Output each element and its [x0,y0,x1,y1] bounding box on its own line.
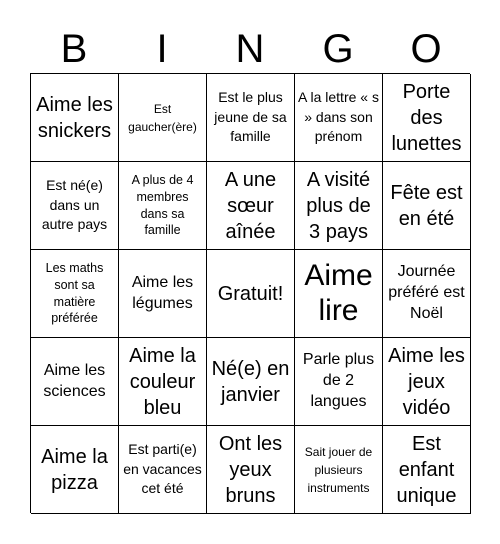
bingo-cell-r5c1[interactable] [31,426,119,514]
bingo-cell-text: Sait jouer de plusieurs instruments [304,444,373,495]
header-letter-o: O [410,27,442,71]
bingo-cell-r3c5[interactable] [383,250,471,338]
bingo-cell-r2c1[interactable] [31,162,119,250]
bingo-cell-r5c2[interactable] [119,426,207,514]
bingo-cell-r1c2[interactable] [119,74,207,162]
bingo-cell-text: Porte des lunettes [391,80,462,155]
bingo-cell-text: Est gaucher(ère) [128,101,197,134]
bingo-cell-r4c2[interactable] [119,338,207,426]
header-letter-i: I [156,27,168,71]
bingo-cell-text: Aime les snickers [36,93,113,142]
bingo-cell-text: Aime lire [304,259,373,327]
bingo-cell-r4c5[interactable] [383,338,471,426]
header-letter-n: N [235,27,265,71]
bingo-cell-r5c5[interactable] [383,426,471,514]
bingo-cell-text: Les maths sont sa matière préférée [45,260,104,326]
bingo-cell-r2c4[interactable] [295,162,383,250]
bingo-cell-r2c2[interactable] [119,162,207,250]
bingo-cell-text: Est le plus jeune de sa famille [214,89,287,145]
bingo-cell-text: Journée préféré est Noël [388,263,465,322]
bingo-cell-text: Né(e) en janvier [211,357,290,406]
bingo-cell-text: Aime les légumes [131,273,194,312]
bingo-cell-r2c3[interactable] [207,162,295,250]
bingo-cell-text: Aime la pizza [41,445,108,494]
bingo-header [30,24,470,74]
bingo-cell-text: Parle plus de 2 langues [302,351,375,410]
bingo-cell-text: A une sœur aînée [224,168,277,243]
bingo-cell-r1c5[interactable] [383,74,471,162]
bingo-cell-r3c1[interactable] [31,250,119,338]
bingo-cell-r3c2[interactable] [119,250,207,338]
bingo-cell-r3c3[interactable] [207,250,295,338]
bingo-cell-text: Aime les jeux vidéo [388,344,465,419]
bingo-cell-r5c3[interactable] [207,426,295,514]
bingo-cell-text: A visité plus de 3 pays [306,168,371,243]
bingo-cell-r4c3[interactable] [207,338,295,426]
free-space: Gratuit! [217,282,284,305]
bingo-cell-text: Fête est en été [390,181,463,230]
bingo-cell-text: Aime la couleur bleu [129,344,196,419]
bingo-cell-text: Est parti(e) en vacances cet été [123,441,202,497]
bingo-cell-text: Aime les sciences [43,361,106,400]
bingo-cell-text: Est né(e) dans un autre pays [41,177,108,233]
bingo-cell-r5c4[interactable] [295,426,383,514]
bingo-cell-r1c1[interactable] [31,74,119,162]
bingo-cell-text: Est enfant unique [396,432,457,507]
bingo-board [30,73,470,513]
bingo-cell-r1c4[interactable] [295,74,383,162]
bingo-cell-r4c4[interactable] [295,338,383,426]
bingo-cell-r3c4[interactable] [295,250,383,338]
header-letter-b: B [60,27,88,71]
bingo-cell-r2c5[interactable] [383,162,471,250]
bingo-cell-r4c1[interactable] [31,338,119,426]
bingo-cell-text: A la lettre « s » dans son prénom [298,89,379,145]
bingo-cell-text: Ont les yeux bruns [218,432,283,507]
bingo-cell-text: A plus de 4 membres dans sa famille [131,172,194,238]
bingo-cell-r1c3[interactable] [207,74,295,162]
header-letter-g: G [322,27,354,71]
